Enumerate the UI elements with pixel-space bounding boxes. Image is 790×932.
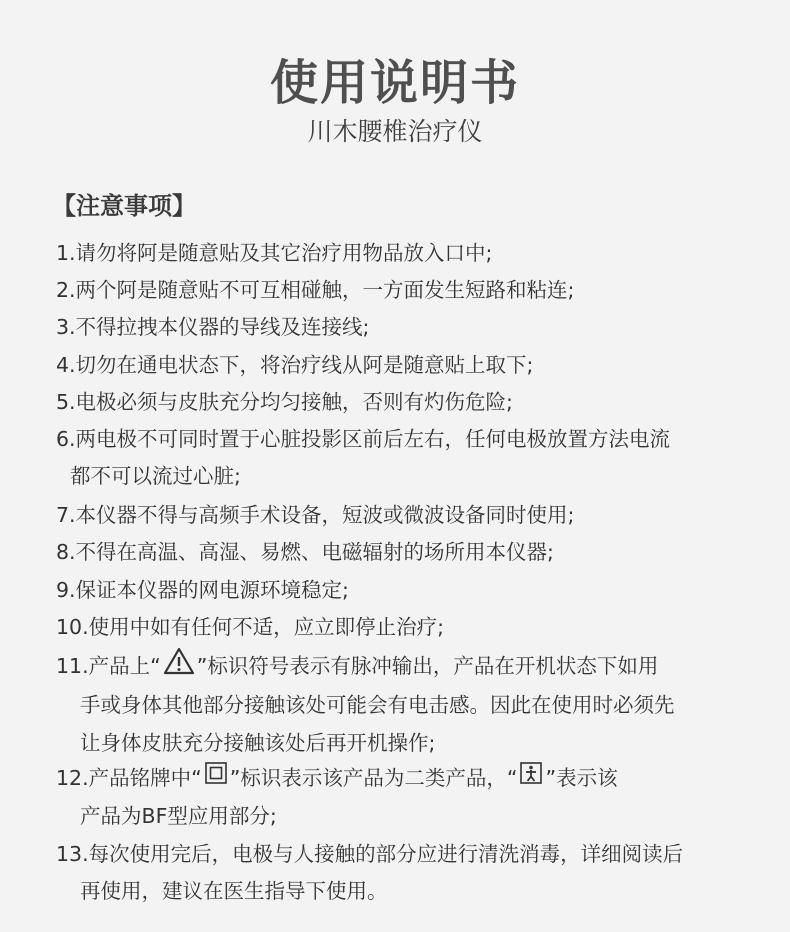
item-text: 3.不得拉拽本仪器的导线及连接线; <box>56 315 370 339</box>
item-text-continued: 手或身体其他部分接触该处可能会有电击感。因此在使用时必须先 <box>80 693 675 718</box>
item-text-continued: 都不可以流过心脏; <box>70 464 241 489</box>
list-item <box>56 572 776 609</box>
list-item <box>56 836 776 911</box>
list-item <box>56 235 776 272</box>
list-item <box>56 534 776 571</box>
item-text-continued: 产品为BF型应用部分; <box>80 803 277 828</box>
double-square-icon <box>204 760 228 797</box>
warning-triangle-icon <box>163 647 195 687</box>
item-text: 5.电极必须与皮肤充分均匀接触，否则有灼伤危险; <box>56 390 513 414</box>
item-text: ”表示该 <box>545 766 618 790</box>
item-text: 11.产品上“ <box>56 654 161 679</box>
page-title: 使用说明书 <box>269 55 520 111</box>
item-text: ”标识符号表示有脉冲输出，产品在开机状态下如用 <box>196 654 659 679</box>
list-item <box>56 609 776 646</box>
item-text-with-symbol <box>56 760 776 798</box>
section-heading: 【注意事项】 <box>52 192 196 220</box>
list-item <box>56 347 776 384</box>
item-text-with-symbol <box>56 647 776 687</box>
item-text: 6.两电极不可同时置于心脏投影区前后左右，任何电极放置方法电流 <box>56 427 671 451</box>
item-text-continued: 让身体皮肤充分接触该处后再开机操作; <box>80 730 436 755</box>
item-text: ”标识表示该产品为二类产品，“ <box>229 766 518 790</box>
list-item <box>56 384 776 421</box>
item-text: 7.本仪器不得与高频手术设备，短波或微波设备同时使用; <box>56 503 575 527</box>
list-item <box>56 647 776 762</box>
list-item <box>56 760 776 835</box>
list-item <box>56 421 776 496</box>
item-text: 1.请勿将阿是随意贴及其它治疗用物品放入口中; <box>56 241 493 265</box>
item-text: 2.两个阿是随意贴不可互相碰触，一方面发生短路和粘连; <box>56 278 575 302</box>
item-text: 4.切勿在通电状态下，将治疗线从阿是随意贴上取下; <box>56 353 534 377</box>
item-text: 12.产品铭牌中“ <box>56 766 202 790</box>
list-item <box>56 272 776 309</box>
page-subtitle: 川木腰椎治疗仪 <box>307 117 483 146</box>
item-text: 9.保证本仪器的网电源环境稳定; <box>56 578 349 602</box>
item-text-continued: 再使用，建议在医生指导下使用。 <box>80 879 388 904</box>
item-text: 10.使用中如有任何不适，应立即停止治疗; <box>56 615 445 639</box>
bf-applied-part-icon <box>519 760 543 797</box>
list-item <box>56 497 776 534</box>
item-text: 13.每次使用完后，电极与人接触的部分应进行清洗消毒，详细阅读后 <box>56 842 684 866</box>
item-text: 8.不得在高温、高湿、易燃、电磁辐射的场所用本仪器; <box>56 540 554 564</box>
list-item <box>56 309 776 346</box>
